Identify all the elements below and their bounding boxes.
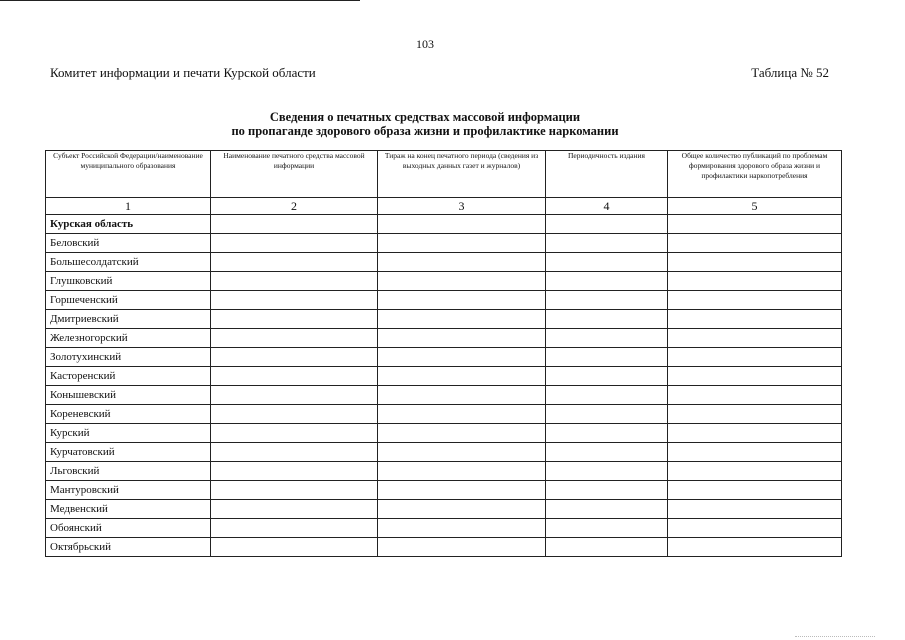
district-row <box>46 538 842 557</box>
empty-cell <box>546 462 668 481</box>
empty-cell <box>211 405 378 424</box>
empty-cell <box>668 215 842 234</box>
title-line-1: Сведения о печатных средствах массовой информации <box>269 110 581 124</box>
column-header-circulation: Тираж на конец печатного периода (сведения из выходных данных газет и журналов) <box>378 151 546 198</box>
empty-cell <box>378 500 546 519</box>
empty-cell <box>668 538 842 557</box>
empty-cell <box>546 367 668 386</box>
empty-cell <box>211 215 378 234</box>
empty-cell <box>378 481 546 500</box>
empty-cell <box>211 519 378 538</box>
empty-cell <box>546 291 668 310</box>
document-title <box>0 110 850 138</box>
empty-cell <box>668 500 842 519</box>
empty-cell <box>546 348 668 367</box>
empty-cell <box>211 481 378 500</box>
row-name-cell: Мантуровский <box>46 481 211 500</box>
empty-cell <box>378 272 546 291</box>
empty-cell <box>378 348 546 367</box>
empty-cell <box>378 291 546 310</box>
empty-cell <box>668 462 842 481</box>
empty-cell <box>211 462 378 481</box>
empty-cell <box>378 215 546 234</box>
row-name-cell: Курский <box>46 424 211 443</box>
row-name-cell: Железногорский <box>46 329 211 348</box>
district-row <box>46 234 842 253</box>
row-name-cell: Глушковский <box>46 272 211 291</box>
empty-cell <box>211 234 378 253</box>
column-header-media-name: Наименование печатного средства массовой информации <box>211 151 378 198</box>
table-number: Таблица № 52 <box>751 65 829 80</box>
empty-cell <box>668 386 842 405</box>
empty-cell <box>546 310 668 329</box>
empty-cell <box>211 386 378 405</box>
district-row <box>46 367 842 386</box>
row-name-cell: Медвенский <box>46 500 211 519</box>
column-number-row <box>46 198 842 215</box>
row-name-cell: Конышевский <box>46 386 211 405</box>
row-name-cell: Октябрьский <box>46 538 211 557</box>
empty-cell <box>546 234 668 253</box>
empty-cell <box>211 424 378 443</box>
empty-cell <box>378 443 546 462</box>
empty-cell <box>211 253 378 272</box>
row-name-cell: Льговский <box>46 462 211 481</box>
district-row <box>46 386 842 405</box>
empty-cell <box>668 481 842 500</box>
empty-cell <box>378 310 546 329</box>
empty-cell <box>546 253 668 272</box>
data-table <box>45 150 842 557</box>
row-name-cell: Касторенский <box>46 367 211 386</box>
empty-cell <box>378 234 546 253</box>
empty-cell <box>378 538 546 557</box>
empty-cell <box>668 253 842 272</box>
empty-cell <box>546 424 668 443</box>
column-header-subject: Субъект Российской Федерации/наименование муниципального образования <box>46 151 211 198</box>
district-row <box>46 329 842 348</box>
empty-cell <box>546 538 668 557</box>
row-name-cell: Большесолдатский <box>46 253 211 272</box>
empty-cell <box>546 272 668 291</box>
district-row <box>46 500 842 519</box>
column-header-periodicity: Периодичность издания <box>546 151 668 198</box>
empty-cell <box>211 367 378 386</box>
column-header-publications-count: Общее количество публикаций по проблемам формирования здорового образа жизни и профилактики наркопотребления <box>668 151 842 198</box>
row-name-cell: Дмитриевский <box>46 310 211 329</box>
row-name-cell: Курчатовский <box>46 443 211 462</box>
row-name-cell: Обоянский <box>46 519 211 538</box>
empty-cell <box>211 538 378 557</box>
region-row <box>46 215 842 234</box>
district-row <box>46 481 842 500</box>
empty-cell <box>546 329 668 348</box>
district-row <box>46 462 842 481</box>
empty-cell <box>546 405 668 424</box>
scan-artifact <box>795 636 875 638</box>
district-row <box>46 253 842 272</box>
empty-cell <box>546 519 668 538</box>
empty-cell <box>668 234 842 253</box>
district-row <box>46 443 842 462</box>
district-row <box>46 348 842 367</box>
empty-cell <box>378 367 546 386</box>
column-number: 2 <box>211 198 378 215</box>
empty-cell <box>211 500 378 519</box>
empty-cell <box>668 405 842 424</box>
empty-cell <box>668 424 842 443</box>
organization-name: Комитет информации и печати Курской области <box>50 65 316 80</box>
column-number: 3 <box>378 198 546 215</box>
title-line-2: по пропаганде здорового образа жизни и профилактике наркомании <box>231 124 619 138</box>
empty-cell <box>378 405 546 424</box>
row-name-cell: Горшеченский <box>46 291 211 310</box>
district-row <box>46 519 842 538</box>
column-number: 1 <box>46 198 211 215</box>
empty-cell <box>546 215 668 234</box>
empty-cell <box>378 253 546 272</box>
district-row <box>46 405 842 424</box>
empty-cell <box>211 310 378 329</box>
empty-cell <box>668 367 842 386</box>
empty-cell <box>378 386 546 405</box>
empty-cell <box>668 519 842 538</box>
district-row <box>46 272 842 291</box>
empty-cell <box>668 310 842 329</box>
empty-cell <box>378 424 546 443</box>
empty-cell <box>546 386 668 405</box>
row-name-cell: Курская область <box>46 215 211 234</box>
empty-cell <box>668 272 842 291</box>
district-row <box>46 424 842 443</box>
empty-cell <box>378 329 546 348</box>
empty-cell <box>211 329 378 348</box>
empty-cell <box>546 481 668 500</box>
column-number: 4 <box>546 198 668 215</box>
district-row <box>46 310 842 329</box>
empty-cell <box>668 329 842 348</box>
table-body <box>46 215 842 557</box>
row-name-cell: Беловский <box>46 234 211 253</box>
empty-cell <box>211 443 378 462</box>
row-name-cell: Кореневский <box>46 405 211 424</box>
empty-cell <box>546 500 668 519</box>
column-number: 5 <box>668 198 842 215</box>
empty-cell <box>211 348 378 367</box>
empty-cell <box>378 519 546 538</box>
row-name-cell: Золотухинский <box>46 348 211 367</box>
district-row <box>46 291 842 310</box>
empty-cell <box>546 443 668 462</box>
empty-cell <box>211 291 378 310</box>
header-row <box>46 151 842 198</box>
empty-cell <box>211 272 378 291</box>
empty-cell <box>378 462 546 481</box>
empty-cell <box>668 348 842 367</box>
top-rule <box>0 0 360 1</box>
empty-cell <box>668 443 842 462</box>
empty-cell <box>668 291 842 310</box>
page-number: 103 <box>416 37 434 51</box>
